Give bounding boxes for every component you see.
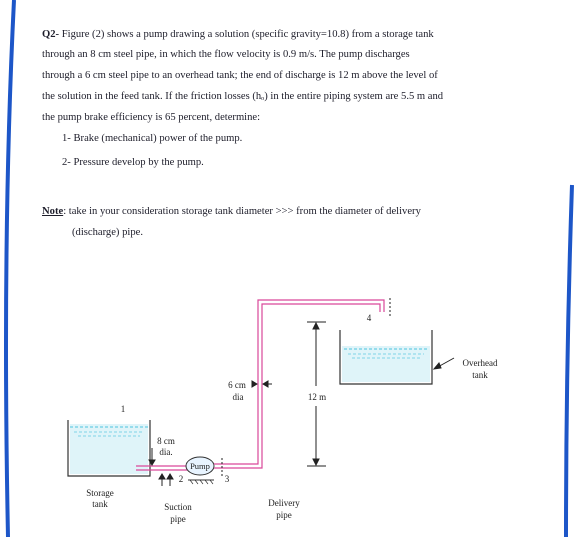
storage-tank-label-2: tank — [92, 499, 108, 509]
question-line-4: the solution in the feed tank. If the friction losses (hₒ) in the entire piping system are 5.5 m and — [42, 91, 444, 102]
note-line-2: (discharge) pipe. — [72, 227, 143, 238]
overhead-tank-label-1: Overhead — [462, 358, 498, 368]
question-line-5: the pump brake efficiency is 65 percent, determine: — [42, 112, 261, 123]
height-label: 12 m — [307, 392, 327, 402]
point-1-label: 1 — [120, 404, 126, 414]
question-line-1: Q2- Figure (2) shows a pump drawing a solution (specific gravity=10.8) from a storage tank — [42, 29, 434, 40]
question-number: Q2- — [42, 29, 60, 40]
delivery-pipe-label-1: Delivery — [268, 498, 300, 508]
delivery-pipe-label-2: pipe — [276, 510, 292, 520]
pipe6-label-dia: dia — [232, 392, 244, 402]
note-line-1: Note: take in your consideration storage tank diameter >>> from the diameter of delivery — [42, 206, 421, 217]
question-item-2: 2- Pressure develop by the pump. — [62, 157, 204, 168]
storage-tank-label-1: Storage — [86, 488, 114, 498]
pump-label: Pump — [190, 461, 210, 471]
note-label: Note — [42, 206, 64, 217]
point-4-label: 4 — [366, 313, 372, 323]
suction-pipe-label-1: Suction — [164, 502, 192, 512]
pipe8-label: 8 cm — [157, 436, 175, 446]
question-item-1: 1- Brake (mechanical) power of the pump. — [62, 133, 243, 144]
question-line-2: through an 8 cm steel pipe, in which the flow velocity is 0.9 m/s. The pump discharges — [42, 49, 410, 60]
point-3-label: 3 — [224, 474, 230, 484]
storage-tank — [68, 420, 150, 476]
point-2-label: 2 — [178, 474, 184, 484]
pipe8-label-dia: dia. — [159, 447, 173, 457]
overhead-tank-label-2: tank — [472, 370, 488, 380]
overhead-tank — [340, 330, 432, 384]
pipe6-label: 6 cm — [228, 380, 246, 390]
suction-pipe-label-2: pipe — [170, 514, 186, 524]
question-line-3: through a 6 cm steel pipe to an overhead tank; the end of discharge is 12 m above the level of — [42, 70, 438, 81]
